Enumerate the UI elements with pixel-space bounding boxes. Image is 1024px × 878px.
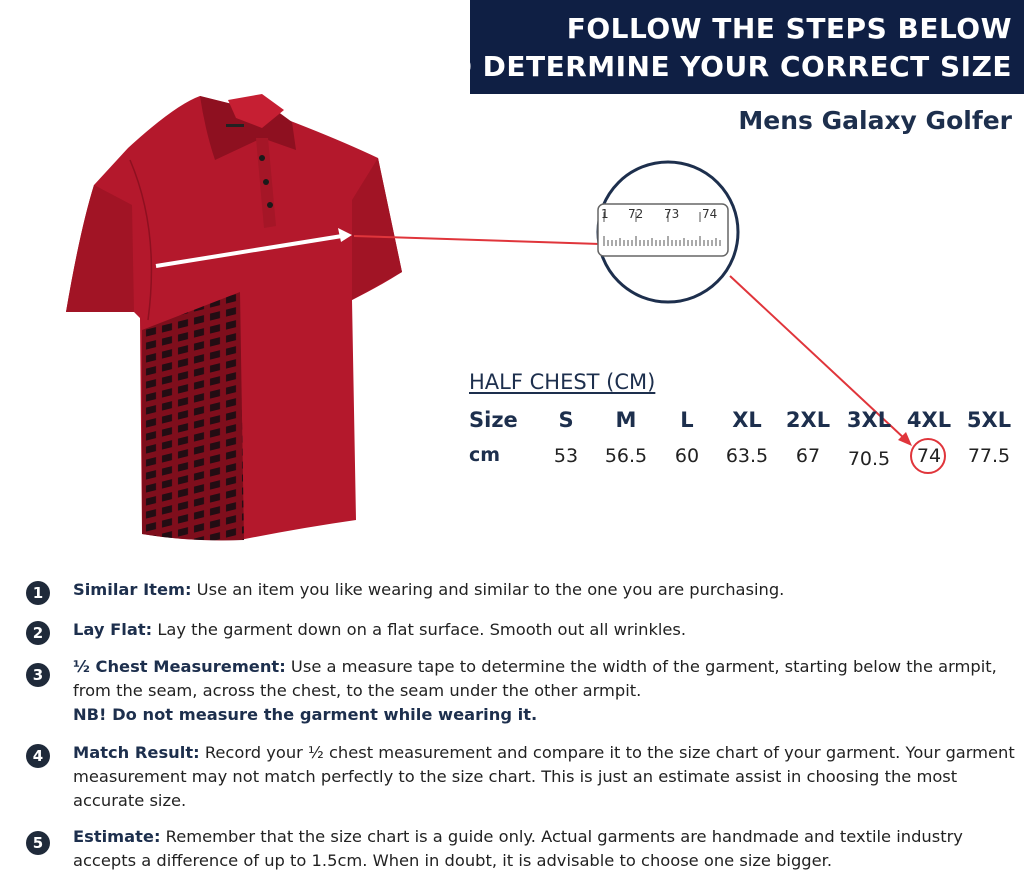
size-header-l: L <box>680 408 694 432</box>
size-header-5xl: 5XL <box>966 408 1012 432</box>
step-number-3-icon: 3 <box>26 663 50 687</box>
size-header-2xl: 2XL <box>785 408 831 432</box>
highlight-circle <box>910 438 946 474</box>
step-1-title: Similar Item: <box>73 580 192 599</box>
cm-row-label: cm <box>469 444 501 466</box>
step-number-5-icon: 5 <box>26 831 50 855</box>
step-number-4-icon: 4 <box>26 744 50 768</box>
size-table-title: HALF CHEST (CM) <box>469 370 656 394</box>
cm-value-m: 56.5 <box>604 445 648 467</box>
tape-tick-1: 1 <box>601 207 609 221</box>
header-line-2: TO DETERMINE YOUR CORRECT SIZE <box>428 50 1012 83</box>
step-1-text: Use an item you like wearing and similar to the one you are purchasing. <box>196 580 785 599</box>
product-title: Mens Galaxy Golfer <box>738 106 1012 135</box>
header-line-1: FOLLOW THE STEPS BELOW <box>566 12 1012 45</box>
size-header-3xl: 3XL <box>846 408 892 432</box>
cm-value-2xl: 67 <box>795 445 821 467</box>
step-3-text: Use a measure tape to determine the width of the garment, starting below the armpit, from the seam, across the chest, to the seam under the other armpit. <box>73 657 997 700</box>
cm-value-3xl: 70.5 <box>847 448 891 470</box>
tape-tick-74: 74 <box>702 207 718 221</box>
tape-tick-73: 73 <box>664 207 680 221</box>
step-2-text: Lay the garment down on a flat surface. Smooth out all wrinkles. <box>157 620 687 639</box>
step-5-text: Remember that the size chart is a guide only. Actual garments are handmade and textile industry accepts a difference of up to 1.5cm. When in doubt, it is advisable to choose one size bigger. <box>73 827 963 870</box>
step-number-2-icon: 2 <box>26 621 50 645</box>
cm-value-s: 53 <box>553 445 579 467</box>
cm-value-l: 60 <box>674 445 700 467</box>
size-header-s: S <box>558 408 574 432</box>
magnifier-icon <box>598 162 738 302</box>
cm-value-5xl: 77.5 <box>967 445 1011 467</box>
cm-value-4xl: 74 <box>916 445 942 467</box>
size-row-label: Size <box>469 408 518 432</box>
step-2-title: Lay Flat: <box>73 620 153 639</box>
size-header-xl: XL <box>732 408 762 432</box>
tape-tick-72: 72 <box>628 207 644 221</box>
step-4-title: Match Result: <box>73 743 200 762</box>
step-3-note: NB! Do not measure the garment while wearing it. <box>73 705 538 724</box>
step-number-1-icon: 1 <box>26 581 50 605</box>
step-4-text: Record your ½ chest measurement and compare it to the size chart of your garment. Your garment measurement may not match perfectly to the size chart. This is just an estimate assist in choosing the most accurate size. <box>73 743 1015 810</box>
shirt-icon <box>66 94 402 540</box>
size-header-m: M <box>615 408 637 432</box>
size-header-4xl: 4XL <box>906 408 952 432</box>
cm-value-xl: 63.5 <box>725 445 769 467</box>
size-table <box>469 370 1024 490</box>
step-5-title: Estimate: <box>73 827 161 846</box>
step-3-title: ½ Chest Measurement: <box>73 657 286 676</box>
